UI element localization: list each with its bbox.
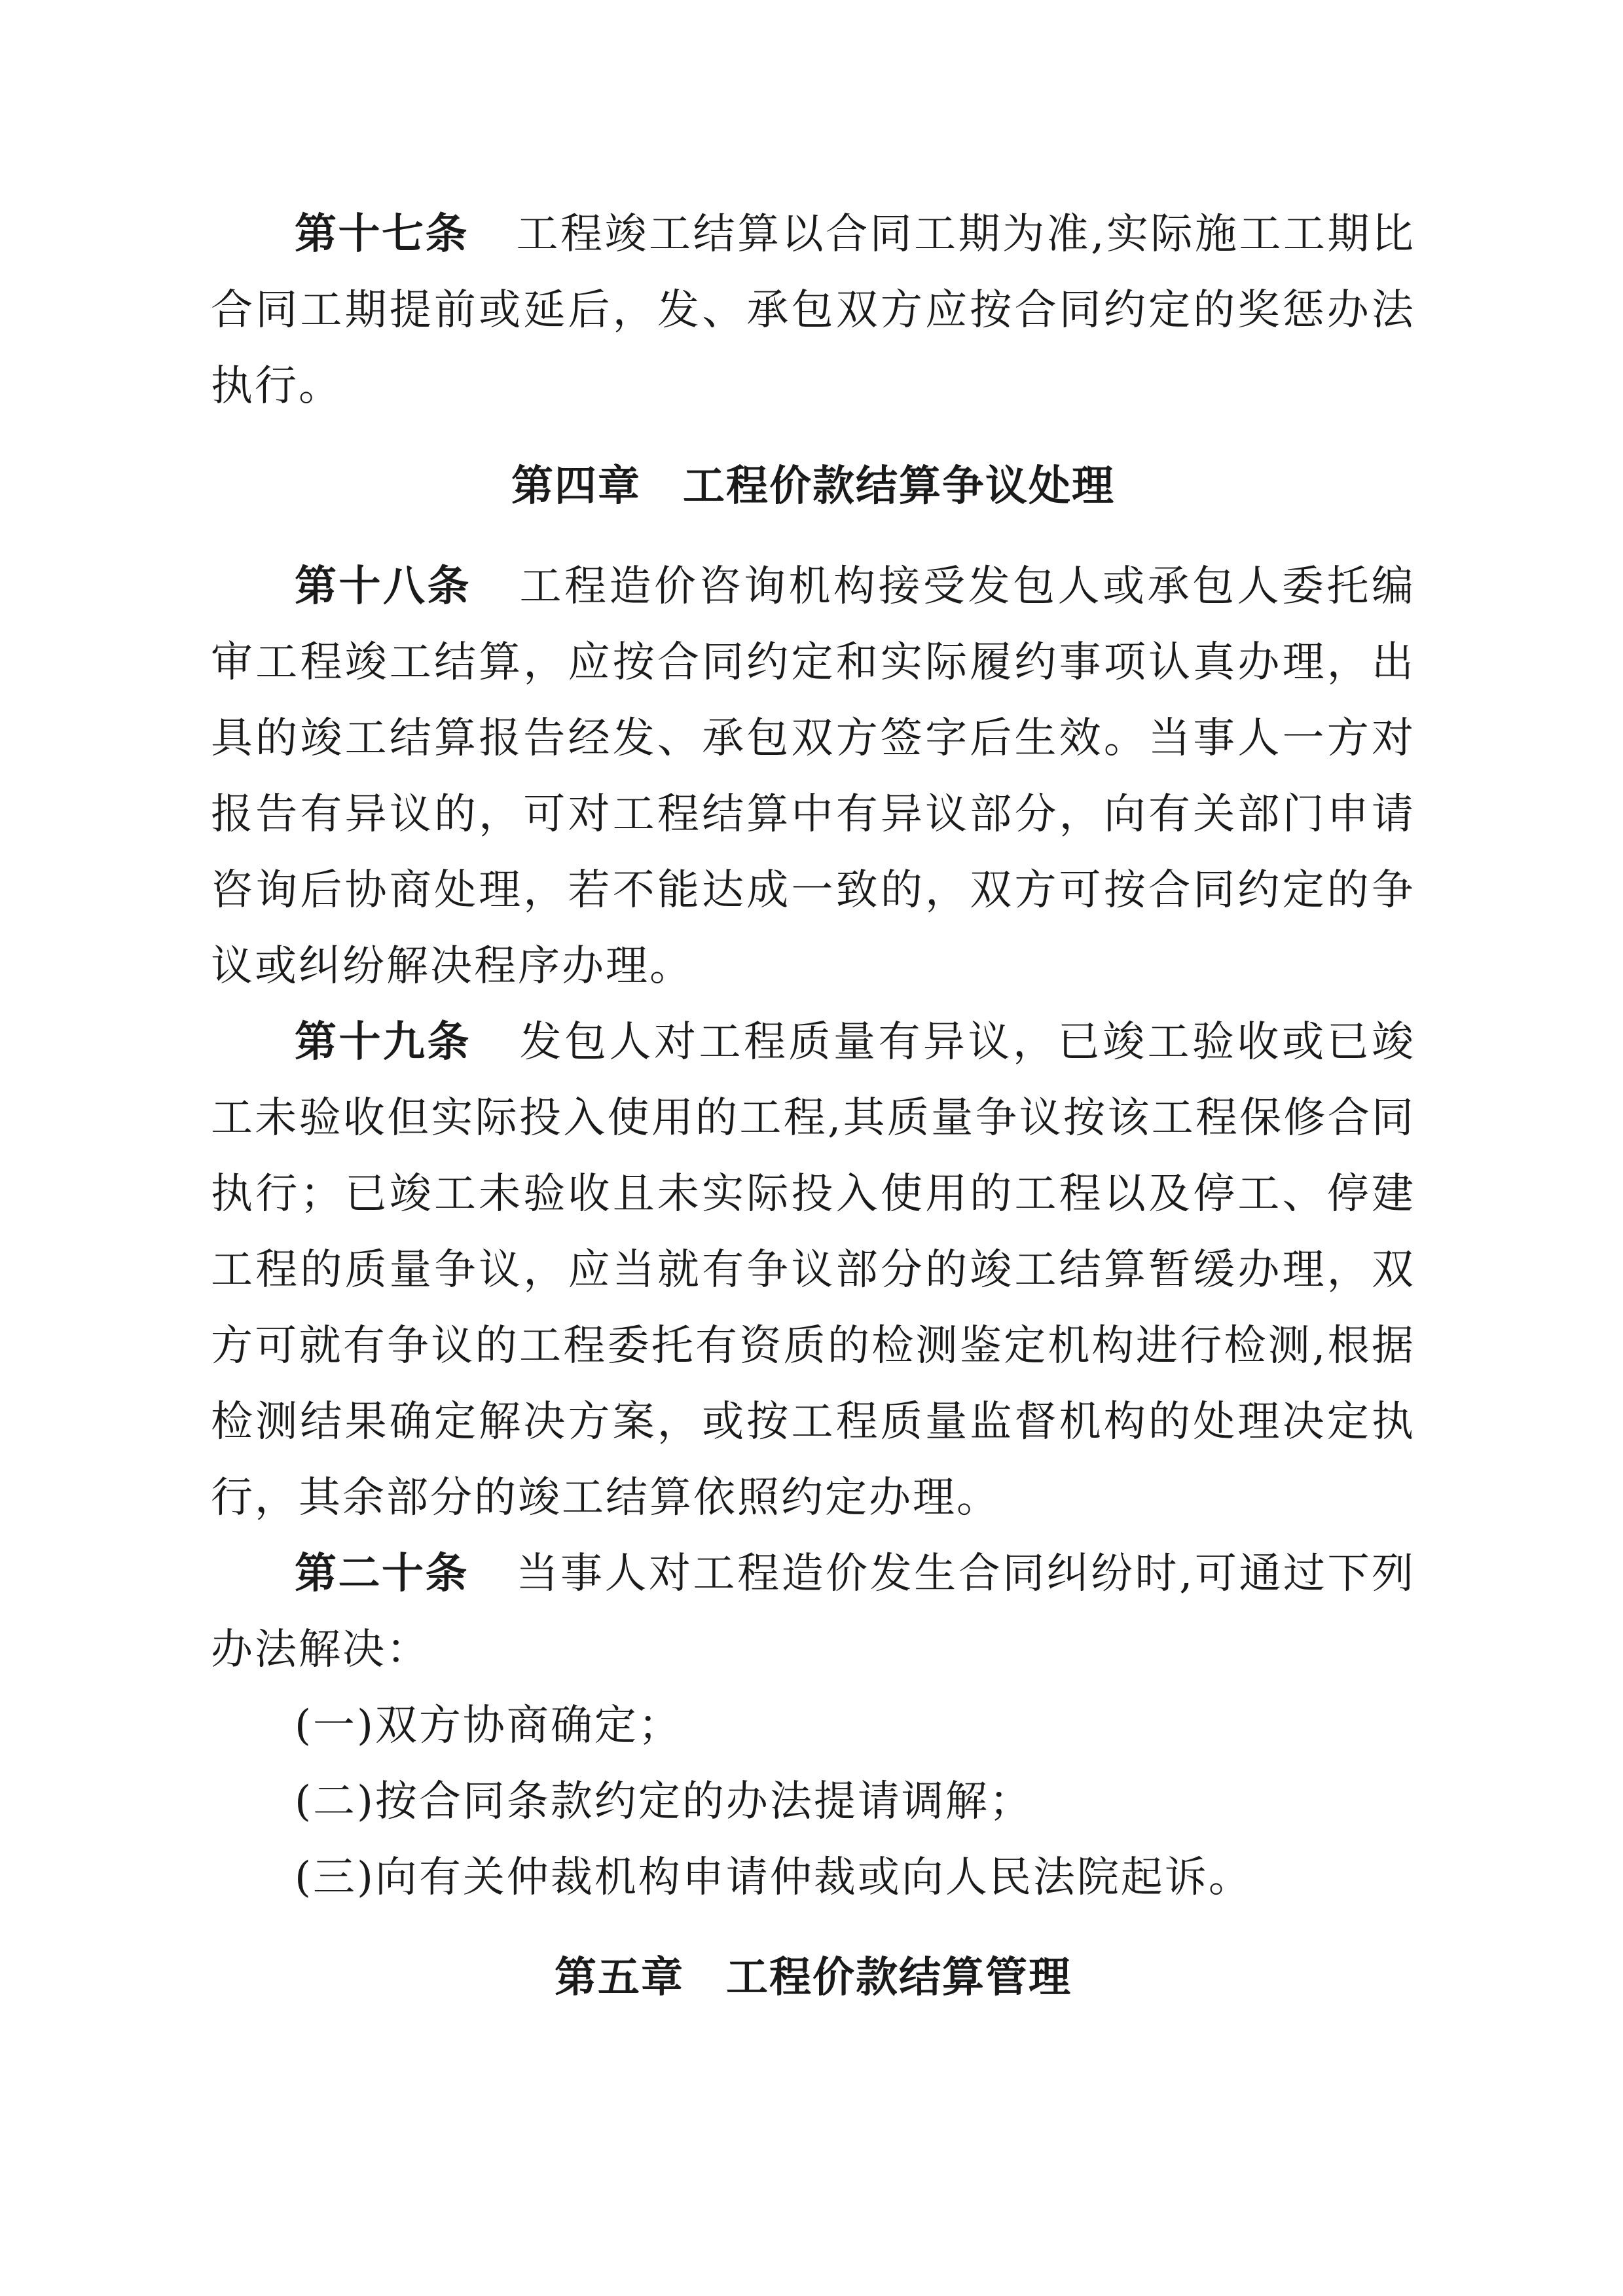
list-item: (三)向有关仲裁机构申请仲裁或向人民法院起诉。 <box>295 1853 1252 1902</box>
article-17 <box>211 196 1415 424</box>
document-body <box>211 196 1415 2040</box>
chapter-number: 第五章 <box>555 1954 684 2002</box>
article-18 <box>211 549 1415 1004</box>
article-heading: 第十九条 <box>295 1018 471 1066</box>
article-20 <box>211 1536 1415 1688</box>
article-text: 工程造价咨询机构接受发包人或承包人委托编审工程竣工结算，应按合同约定和实际履约事项认真办理，出具的竣工结算报告经发、承包双方签字后生效。当事人一方对报告有异议的，可对工程结算中有异议部分，向有关部门申请咨询后协商处理，若不能达成一致的，双方可按合同约定的争议或纠纷解决程序办理。 <box>211 562 1415 991</box>
chapter-title: 工程价款结算争议处理 <box>683 462 1115 511</box>
article-text: 当事人对工程造价发生合同纠纷时,可通过下列办法解决： <box>211 1550 1416 1674</box>
chapter-heading <box>211 1922 1415 2033</box>
article-heading: 第二十条 <box>295 1550 469 1598</box>
chapter-title: 工程价款结算管理 <box>726 1954 1072 2002</box>
chapter-number: 第四章 <box>511 462 641 511</box>
article-heading: 第十七条 <box>295 210 469 259</box>
article-text: 发包人对工程质量有异议，已竣工验收或已竣工未验收但实际投入使用的工程,其质量争议按该工程保修合同执行；已竣工未验收且未实际投入使用的工程以及停工、停建工程的质量争议，应当就有争议部分的竣工结算暂缓办理，双方可就有争议的工程委托有资质的检测鉴定机构进行检测,根据检测结果确定解决方案，或按工程质量监督机构的处理决定执行，其余部分的竣工结算依照约定办理。 <box>211 1018 1415 1522</box>
article-heading: 第十八条 <box>295 562 471 611</box>
article-19 <box>211 1004 1415 1536</box>
chapter-heading <box>211 431 1415 542</box>
article-text: 工程竣工结算以合同工期为准,实际施工工期比合同工期提前或延后，发、承包双方应按合同约定的奖惩办法执行。 <box>211 210 1416 410</box>
list-item: (一)双方协商确定； <box>295 1702 682 1750</box>
list-item: (二)按合同条款约定的办法提请调解； <box>295 1777 1033 1826</box>
